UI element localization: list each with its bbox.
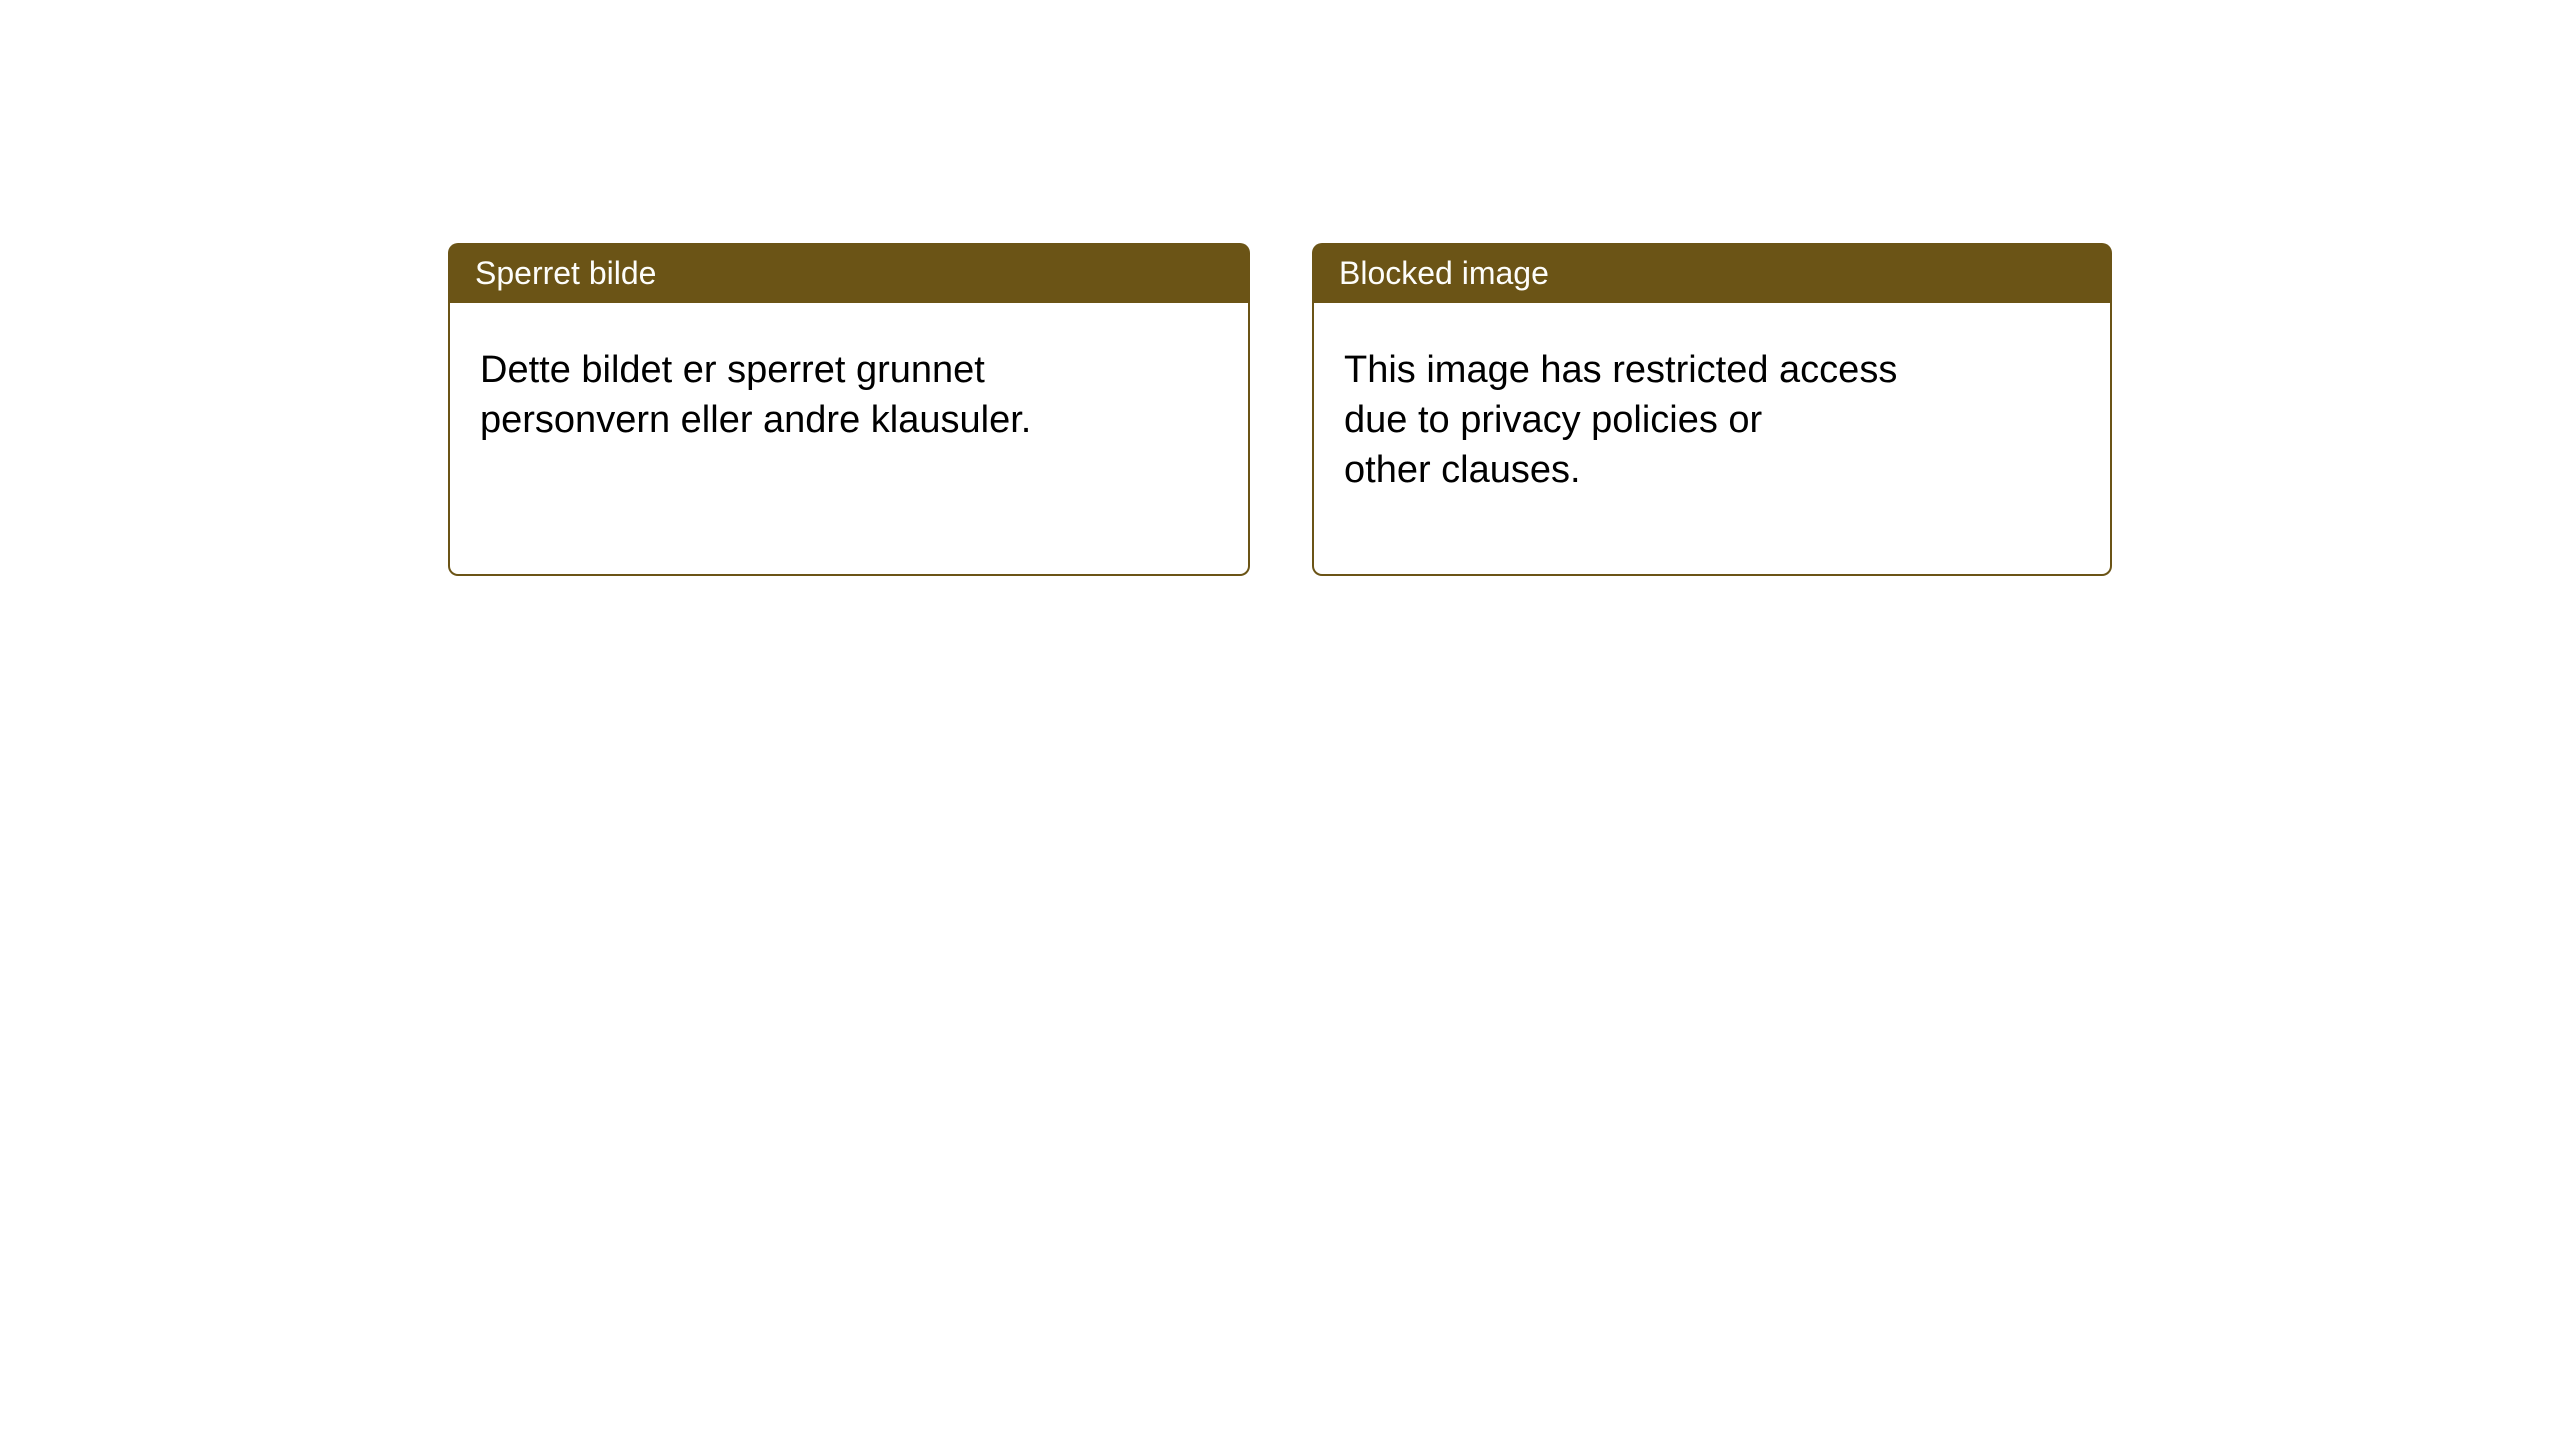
message-line: due to privacy policies or	[1344, 399, 1763, 441]
message-line: other clauses.	[1344, 449, 1581, 491]
message-line: personvern eller andre klausuler.	[480, 399, 1032, 441]
message-line: Dette bildet er sperret grunnet	[480, 349, 985, 391]
card-message-english	[1312, 303, 2112, 576]
card-title-english: Blocked image	[1312, 243, 2112, 303]
blocked-image-card-english	[1312, 243, 2112, 576]
card-message-norwegian	[448, 303, 1250, 576]
message-line: This image has restricted access	[1344, 349, 1898, 391]
blocked-image-card-norwegian	[448, 243, 1250, 576]
card-title-norwegian: Sperret bilde	[448, 243, 1250, 303]
